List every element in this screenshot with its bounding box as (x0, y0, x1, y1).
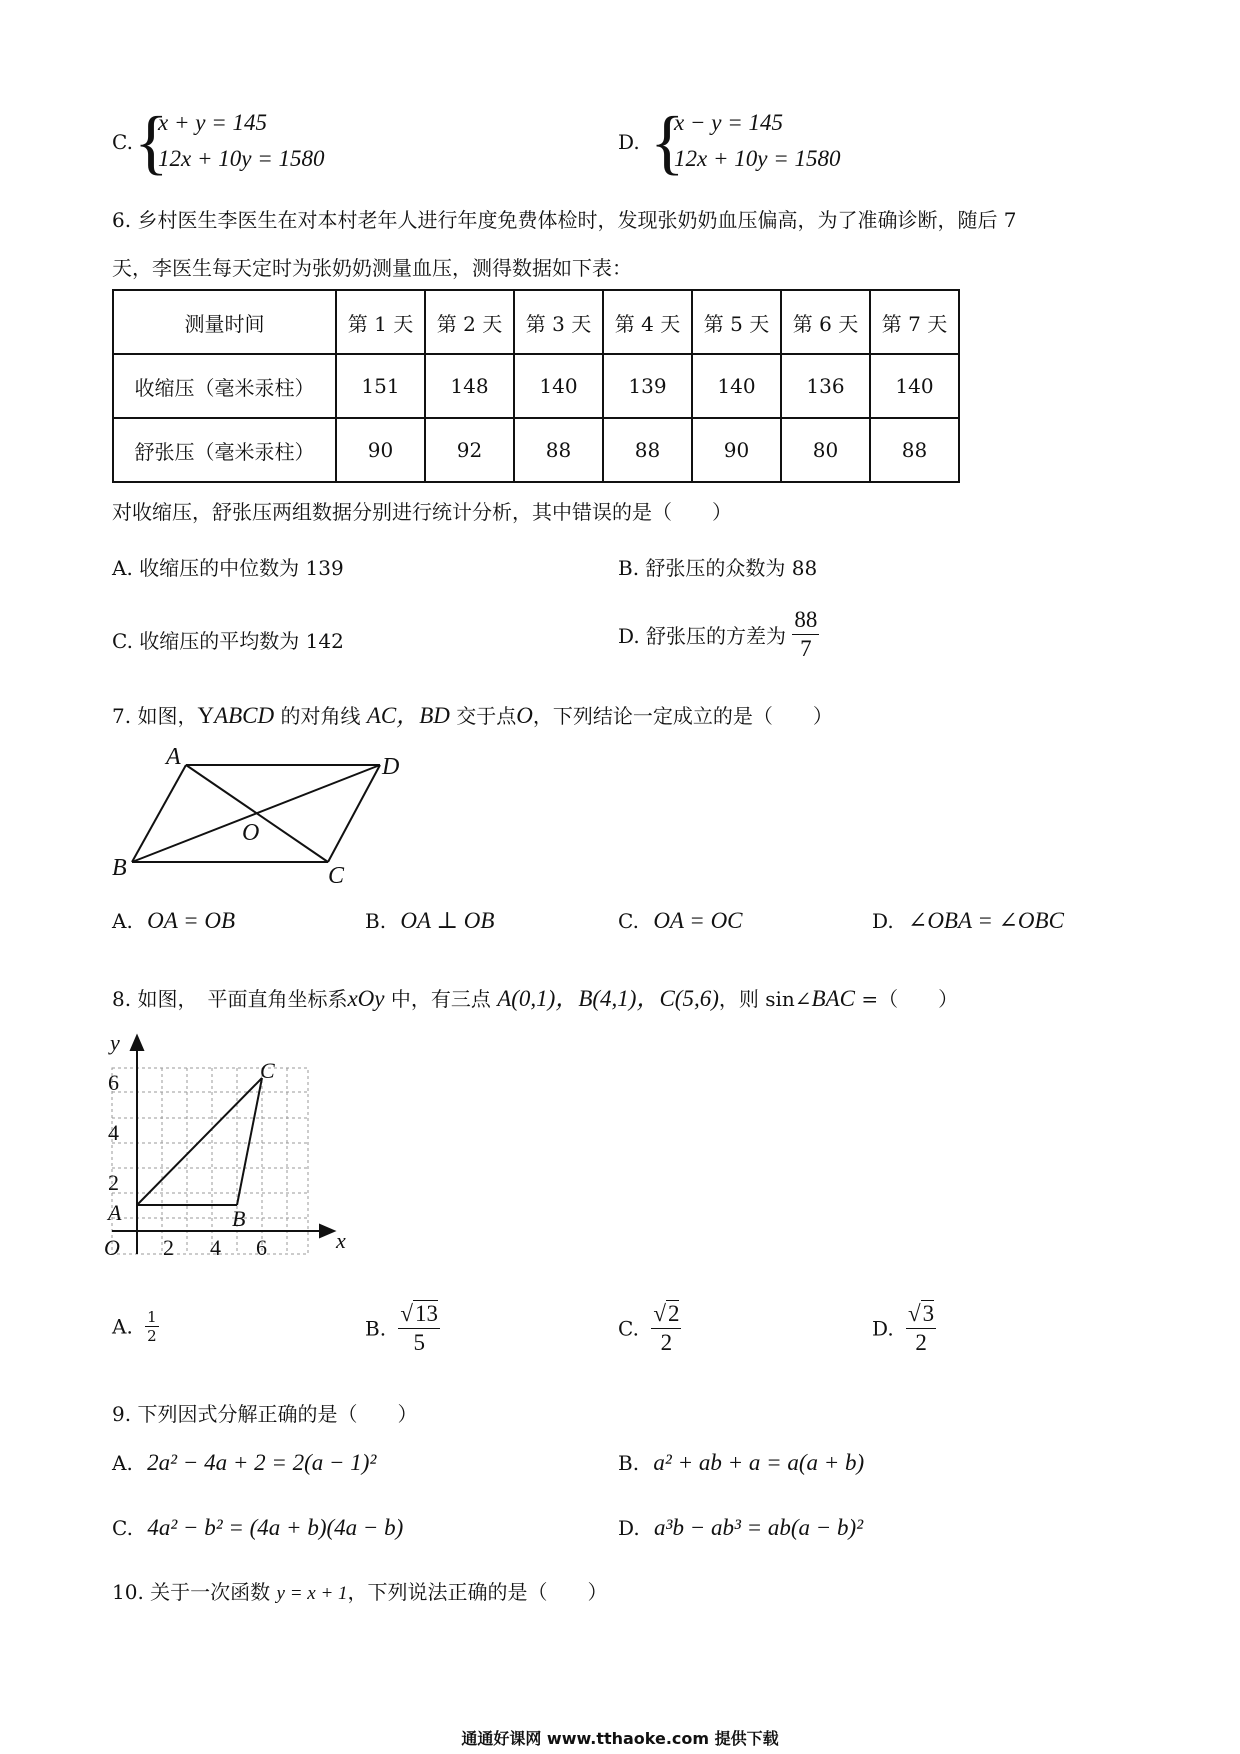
q7-stem-mid: 的对角线 (274, 704, 367, 728)
parallelogram-figure (108, 740, 428, 890)
y-tick-label: 6 (108, 1070, 119, 1095)
sqrt-icon: √ (400, 1301, 414, 1326)
q10-stem-prefix: 10. 关于一次函数 (112, 1580, 277, 1604)
option-expression: OA = OB (147, 908, 236, 933)
q9-option-b (618, 1450, 864, 1476)
table-cell: 140 (870, 354, 959, 418)
option-expression: OA = OC (653, 908, 743, 933)
y-axis-label: y (110, 1030, 120, 1055)
q7-stem (112, 697, 833, 730)
vertex-label-d: D (382, 754, 400, 780)
q7-stem-mid2: 交于点 (449, 704, 517, 728)
q6-option-c: C. 收缩压的平均数为 142 (112, 629, 344, 653)
side-ab (132, 765, 186, 862)
q6-question: 对收缩压，舒张压两组数据分别进行统计分析，其中错误的是（ ） (112, 500, 732, 524)
option-expression: ∠OBA = ∠OBC (908, 908, 1064, 933)
sqrt-icon: √ (908, 1301, 921, 1326)
fraction-denominator: 2 (147, 1327, 157, 1345)
q7-stem-prefix: 7. 如图， (112, 704, 198, 728)
fraction-numerator (398, 1300, 440, 1329)
y-tick-label: 2 (108, 1170, 119, 1195)
option-fraction (145, 1308, 159, 1345)
point-label-c: C (260, 1058, 275, 1083)
page-footer: 通通好课网 www.tthaoke.com 提供下载 (461, 1729, 779, 1748)
q6-option-d-text: D. 舒张压的方差为 (618, 624, 787, 648)
table-cell: 收缩压（毫米汞柱） (113, 354, 336, 418)
x-axis-label: x (336, 1228, 346, 1253)
q7-option-c (618, 908, 743, 934)
q6-option-d-fraction (792, 606, 819, 663)
fraction-numerator: 88 (792, 606, 819, 635)
coordinate-grid-figure (100, 1030, 350, 1270)
q7-option-b (365, 908, 494, 934)
q8-stem-sin: ，则 sin∠ (718, 987, 812, 1011)
q5-option-c-label: C. (112, 130, 133, 154)
point-label-a: A (108, 1200, 122, 1225)
q6-option-d (618, 606, 819, 670)
radicand: 13 (415, 1301, 439, 1326)
x-tick-label: 4 (210, 1235, 221, 1260)
q7-stem-suffix: ，下列结论一定成立的是（ ） (532, 704, 833, 728)
q7-option-d (872, 908, 1064, 934)
table-cell: 139 (603, 354, 692, 418)
blood-pressure-table (112, 289, 960, 483)
radicand: 2 (667, 1301, 680, 1326)
q8-stem-prefix: 8. 如图， 平面直角坐标系 (112, 987, 348, 1011)
option-label: C. (618, 909, 639, 933)
option-label: A. (112, 1314, 133, 1339)
table-cell: 90 (336, 418, 425, 482)
q7-option-a (112, 908, 235, 934)
x-tick-label: 6 (256, 1235, 267, 1260)
table-cell: 148 (425, 354, 514, 418)
table-cell: 测量时间 (113, 290, 336, 354)
vertex-label-c: C (328, 863, 345, 889)
fraction-numerator (906, 1300, 936, 1329)
vertex-label-b: B (112, 855, 127, 881)
option-expression: 4a² − b² = (4a + b)(4a − b) (147, 1515, 404, 1540)
point-label-b: B (232, 1206, 246, 1231)
q5-option-c (112, 102, 412, 188)
q5-option-d (618, 102, 918, 188)
table-cell: 第 5 天 (692, 290, 781, 354)
q7-figure-name: ABCD (214, 703, 275, 728)
table-cell: 第 4 天 (603, 290, 692, 354)
q8-points: A(0,1)，B(4,1)，C(5,6) (497, 986, 719, 1011)
q5-option-c-eq2: 12x + 10y = 1580 (158, 146, 325, 171)
q10-function: y = x + 1 (276, 1583, 348, 1604)
y-tick-label: 4 (108, 1120, 119, 1145)
table-cell: 140 (514, 354, 603, 418)
q5-option-d-eq1: x − y = 145 (674, 110, 783, 135)
q7-diagonals: AC，BD (366, 703, 450, 728)
q10-stem (112, 1576, 608, 1605)
option-fraction (398, 1300, 440, 1357)
option-label: D. (618, 1516, 640, 1540)
table-cell: 第 2 天 (425, 290, 514, 354)
q9-option-a (112, 1450, 376, 1476)
q8-option-d (872, 1300, 936, 1357)
option-fraction (651, 1300, 681, 1357)
option-expression: 2a² − 4a + 2 = 2(a − 1)² (147, 1450, 377, 1475)
option-expression: a³b − ab³ = ab(a − b)² (654, 1515, 864, 1540)
fraction-denominator: 5 (413, 1330, 425, 1355)
option-label: D. (872, 909, 894, 933)
q5-option-d-eq2: 12x + 10y = 1580 (674, 146, 841, 171)
q8-option-a (112, 1308, 159, 1345)
option-label: C. (112, 1516, 133, 1540)
fraction-numerator (651, 1300, 681, 1329)
option-label: D. (872, 1316, 894, 1341)
q8-angle-name: BAC (811, 986, 855, 1011)
q7-point-o: O (516, 703, 533, 728)
table-cell: 80 (781, 418, 870, 482)
q8-option-c (618, 1300, 681, 1357)
origin-label: O (104, 1235, 120, 1260)
table-cell: 90 (692, 418, 781, 482)
table-cell: 92 (425, 418, 514, 482)
option-label: A. (112, 1451, 133, 1475)
vertex-label-o: O (242, 820, 260, 846)
q9-stem: 9. 下列因式分解正确的是（ ） (112, 1402, 418, 1426)
table-cell: 88 (870, 418, 959, 482)
table-cell: 第 3 天 (514, 290, 603, 354)
diagonal-bd (132, 765, 380, 862)
table-row (113, 418, 959, 482)
table-cell: 136 (781, 354, 870, 418)
q5-option-c-eq1: x + y = 145 (158, 110, 267, 135)
fraction-denominator: 2 (660, 1330, 673, 1355)
side-dc (328, 765, 380, 862)
segment-bc (237, 1078, 262, 1205)
radicand: 3 (922, 1301, 935, 1326)
y-axis-arrow-icon (131, 1036, 143, 1050)
table-cell: 第 7 天 (870, 290, 959, 354)
table-cell: 第 6 天 (781, 290, 870, 354)
fraction-numerator: 1 (147, 1308, 157, 1326)
q5-option-c-brace: { (134, 102, 169, 182)
q6-option-b: B. 舒张压的众数为 88 (618, 556, 818, 580)
table-cell: 88 (603, 418, 692, 482)
option-label: C. (618, 1316, 639, 1341)
q10-stem-suffix: ，下列说法正确的是（ ） (347, 1580, 608, 1604)
x-axis-arrow-icon (320, 1225, 334, 1237)
q8-coordinate-system: xOy (347, 986, 385, 1011)
q8-stem-mid: 中，有三点 (384, 987, 498, 1011)
option-expression: a² + ab + a = a(a + b) (653, 1450, 865, 1475)
table-header-row (113, 290, 959, 354)
table-row (113, 354, 959, 418)
option-fraction (906, 1300, 936, 1357)
q8-stem (112, 980, 958, 1013)
q9-option-c (112, 1515, 403, 1541)
q8-option-b (365, 1300, 440, 1357)
q5-option-d-label: D. (618, 130, 640, 154)
table-cell: 第 1 天 (336, 290, 425, 354)
table-cell: 舒张压（毫米汞柱） (113, 418, 336, 482)
option-label: B. (618, 1451, 640, 1475)
x-tick-label: 2 (163, 1235, 174, 1260)
q8-stem-suffix: =（ ） (854, 987, 959, 1011)
fraction-denominator: 2 (915, 1330, 927, 1355)
parallelogram-symbol: Y (197, 703, 215, 728)
vertex-label-a: A (166, 744, 181, 770)
grid-border (112, 1068, 308, 1254)
q6-option-a: A. 收缩压的中位数为 139 (112, 556, 344, 580)
option-expression: OA ⊥ OB (400, 908, 495, 933)
option-label: B. (365, 909, 387, 933)
q6-stem-line2: 天，李医生每天定时为张奶奶测量血压，测得数据如下表： (112, 256, 632, 280)
segment-ac (137, 1078, 262, 1205)
option-label: A. (112, 909, 133, 933)
q6-stem-line1: 6. 乡村医生李医生在对本村老年人进行年度免费体检时，发现张奶奶血压偏高，为了准确诊断，随后 7 (112, 208, 1017, 232)
q5-option-d-brace: { (650, 102, 685, 182)
sqrt-icon: √ (653, 1301, 666, 1326)
table-cell: 88 (514, 418, 603, 482)
table-cell: 151 (336, 354, 425, 418)
table-cell: 140 (692, 354, 781, 418)
option-label: B. (365, 1316, 387, 1341)
fraction-denominator: 7 (800, 636, 812, 661)
q9-option-d (618, 1515, 863, 1541)
